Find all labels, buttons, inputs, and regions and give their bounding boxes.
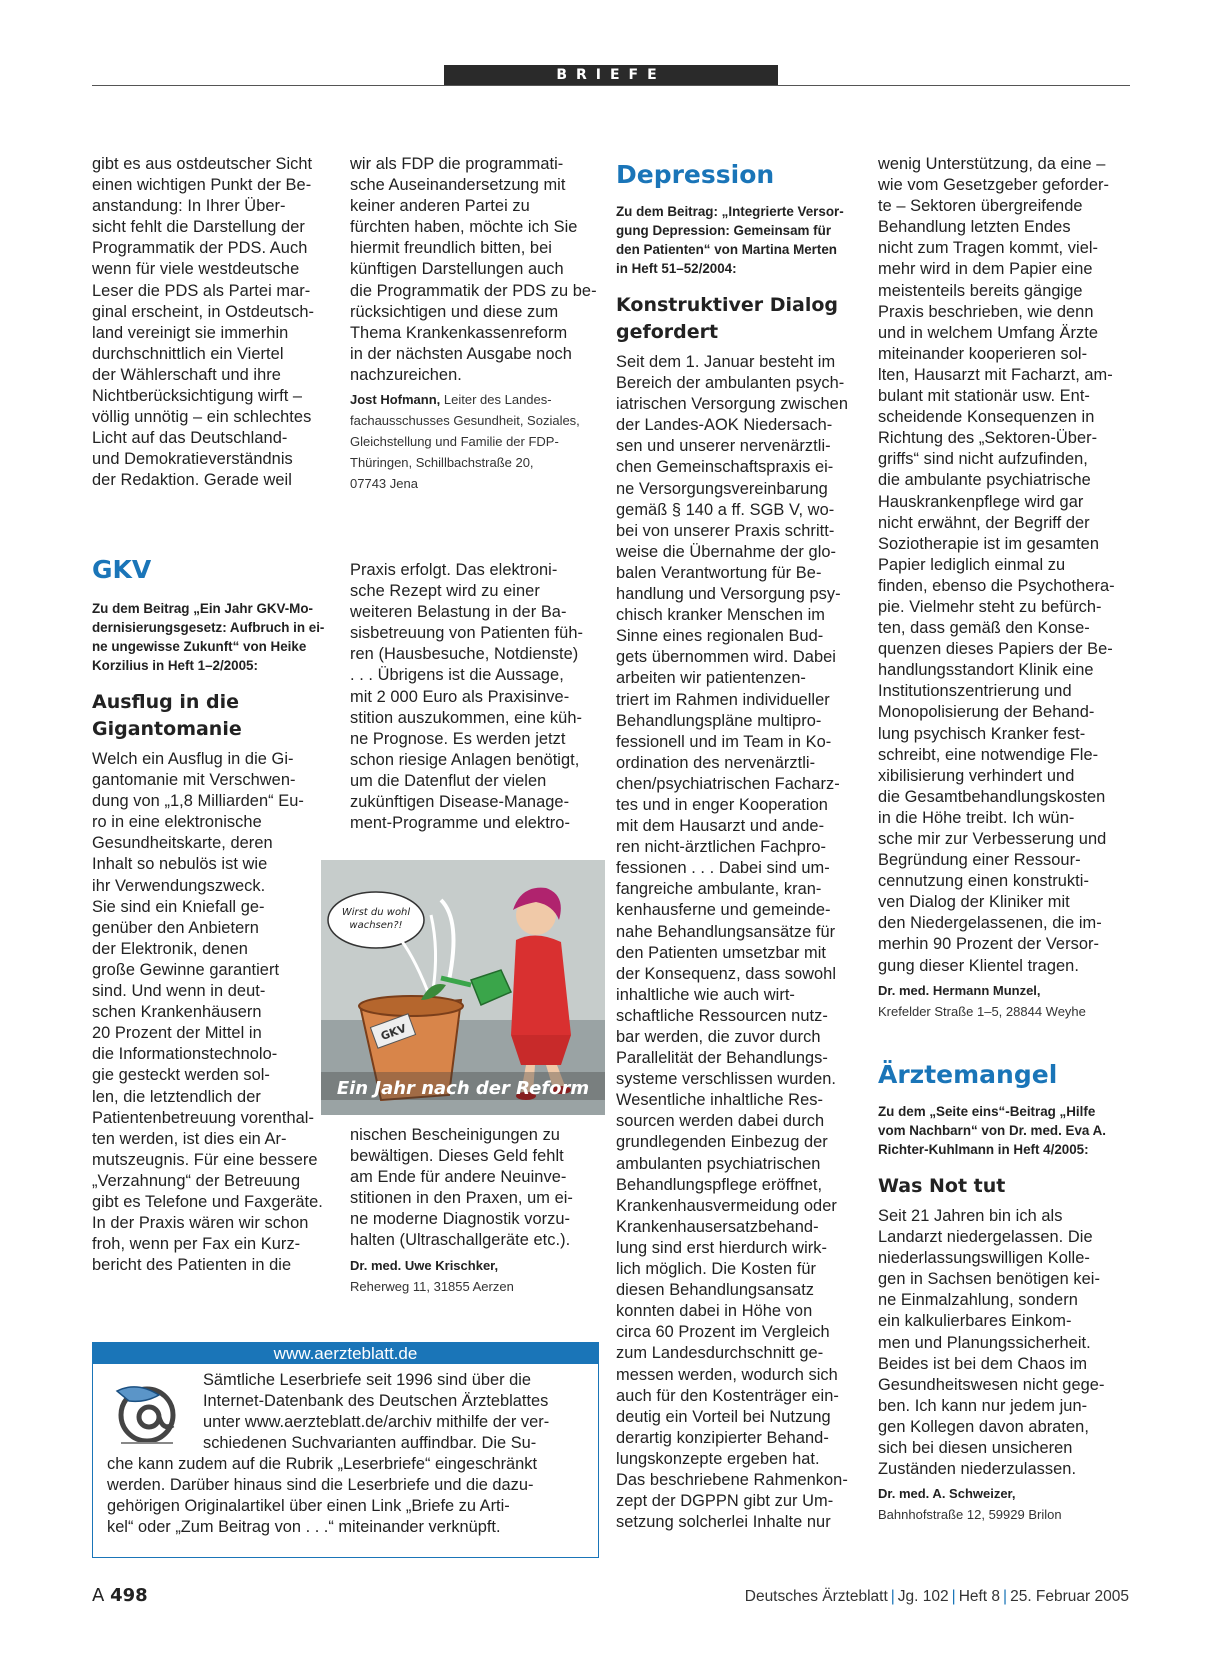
author-name: Dr. med. A. Schweizer, xyxy=(878,1486,1016,1502)
author-address: Reherweg 11, 31855 Aerzen xyxy=(350,1278,514,1294)
depression-section-col2 xyxy=(878,154,1133,1022)
letter-body-end: nischen Bescheinigungen zu bewältigen. Dieses Geld fehlt am Ende für andere Neuinve- stitionen in den Praxen, um ei- ne moderne Diagnostik vorzu- halten (Ultraschallgeräte etc.). xyxy=(350,1126,573,1250)
gkv-section-col2 xyxy=(350,560,602,834)
page-prefix: A xyxy=(92,1585,105,1606)
header-rule xyxy=(92,85,1130,86)
publication-info: Deutsches Ärzteblatt | Jg. 102 | Heft 8 | 25. Februar 2005 xyxy=(744,1588,1129,1605)
letter-body: Seit dem 1. Januar besteht im Bereich der ambulanten psych- iatrischen Versorgung zwischen der Landes-AOK Niedersach- sen und unserer nervenärztli- chen Gemeinschaftspraxis ei- ne Versorgungsvereinbarung gemäß § 140 a ff. SGB V, wo- bei von unserer Praxis schritt- weise die Übernahme der glo- balen Verantwortung für Be- handlung und Versorgung psy- chisch kranker Menschen im Sinne eines regionalen Bud- gets übernommen wird. Dabei arbeiten wir patientenzen- triert im Rahmen individueller Behandlungspläne multipro- fessionell und im Team in Ko- ordination des nervenärztli- chen/psychiatrischen Facharz- tes und in enger Kooperation mit dem Hausarzt und ande- ren nicht-ärztlichen Fachpro- fessionen . . . Dabei sind um- fangreiche ambulante, kran- kenhausferne und gemeinde- nahe Behandlungsansätze für den Patienten umsetzbar mit der Konsequenz, dass sowohl inhaltliche wie auch wirt- schaftliche Ressourcen nutz- bar werden, die zuvor durch Parallelität der Behandlungs- systeme verschlissen wurden. Wesentliche inhaltliche Res- sourcen werden dabei durch grundlegenden Einbezug der ambulanten psychiatrischen Behandlungspflege eröffnet, Krankenhausvermeidung oder Krankenhausersatzbehand- lung sind erst hierdurch wirk- lich möglich. Die Kosten für diesen Behandlungsansatz konnten dabei in Höhe von circa 60 Prozent im Vergleich zum Landesdurchschnitt ge- messen werden, wodurch sich auch für den Kostenträger ein- deutig ein Vorteil bei Nutzung derartig konzipierter Behand- lungskonzepte ergeben hat. Das beschriebene Rahmenkon- zept der DGPPN gibt zur Um- setzung solcherlei Inhalte nur xyxy=(616,353,849,1532)
info-box-title: www.aerzteblatt.de xyxy=(93,1343,598,1364)
journal-volume: Jg. 102 xyxy=(897,1588,949,1605)
aerzteblatt-info-box xyxy=(92,1342,599,1558)
section-title-gkv: GKV xyxy=(92,555,152,584)
author-name: Jost Hofmann, xyxy=(350,392,441,408)
letter-headline: Ausflug in die Gigantomanie xyxy=(92,691,242,740)
author-name: Dr. med. Hermann Munzel, xyxy=(878,982,1041,998)
letter-body: Welch ein Ausflug in die Gi- gantomanie mit Verschwen- dung von „1,8 Milliarden“ Eu- ro in eine elektronische Gesundheitskarte, deren Inhalt so nebulös ist wie ihr Verwendungszweck. Sie sind ein Kniefall ge- genüber den Anbietern der Elektronik, denen große Gewinne garantiert sind. Und wenn in deut- schen Krankenhäusern 20 Prozent der Mittel in die Informationstechnolo- gie gesteckt werden sol- len, die letztendlich der Patientenbetreuung vorenthal- ten werden, ist dies ein Ar- mutszeugnis. Für eine bessere „Verzahnung“ der Betreuung gibt es Telefone und Faxgeräte. In der Praxis wären wir schon froh, wenn per Fax ein Kurz- bericht des Patienten in die xyxy=(92,750,323,1275)
at-sign-quill-icon xyxy=(107,1373,187,1453)
cartoon-illustration xyxy=(321,860,605,1115)
svg-text:GKV: GKV xyxy=(379,1021,408,1043)
author-address: Krefelder Straße 1–5, 28844 Weyhe xyxy=(878,1003,1086,1019)
author-block-krischker xyxy=(350,1255,602,1297)
section-label: BRIEFE xyxy=(556,67,666,83)
author-name: Dr. med. Uwe Krischker, xyxy=(350,1257,499,1273)
letter-body-cont: Praxis erfolgt. Das elektroni- sche Rezept wird zu einer weiteren Belastung in der Ba- sisbetreuung von Patienten füh- ren (Hausbesuche, Notdienste) . . . Übrigens ist die Aussage, mit 2 000 Euro als Praxisinve- stition auszukommen, eine küh- ne Prognose. Es werden jetzt schon riesige Anlagen benötigt, um die Datenflut der vielen zukünftigen Disease-Manage- ment-Programme und elektro- xyxy=(350,561,583,833)
letter-continuation-text: gibt es aus ostdeutscher Sicht einen wichtigen Punkt der Be- anstandung: In Ihrer Über- sicht fehlt die Darstellung der Programmatik der PDS. Auch wenn für viele westdeutsche Leser die PDS als Partei mar- ginal erscheint, in Ostdeutsch- land vereinigt sie immerhin durchschnittlich ein Viertel der Wählerschaft und ihre Nichtberücksichtigung wirft – völlig unnötig – ein schlechtes Licht auf das Deutschland- und Demokratieverständnis der Redaktion. Gerade weil xyxy=(92,155,315,490)
gkv-section-col2-end xyxy=(350,1125,602,1297)
info-box-text-1: Sämtliche Leserbriefe seit 1996 sind über die Internet-Datenbank des Deutschen Ärzteblattes unter www.aerzteblatt.de/archiv mithilfe der ver- schiedenen Suchvarianten auffindbar. Die Su- xyxy=(203,1371,550,1452)
journal-name: Deutsches Ärzteblatt xyxy=(744,1588,888,1605)
article-reference: Zu dem Beitrag: „Integrierte Versor- gung Depression: Gemeinsam für den Patienten“ von Martina Merten in Heft 51–52/2004: xyxy=(616,204,844,276)
depression-section xyxy=(616,160,874,1533)
journal-date: 25. Februar 2005 xyxy=(1010,1588,1129,1605)
article-reference: Zu dem Beitrag „Ein Jahr GKV-Mo- dernisierungsgesetz: Aufbruch in ei- ne ungewisse Zukunft“ von Heike Korzilius in Heft 1–2/2005: xyxy=(92,601,325,673)
col1-continuation xyxy=(92,154,332,492)
journal-issue: Heft 8 xyxy=(958,1588,1001,1605)
page-number xyxy=(92,1585,148,1606)
section-title-depression: Depression xyxy=(616,160,775,189)
letter-body: Seit 21 Jahren bin ich als Landarzt niedergelassen. Die niederlassungswilligen Kolle- gen in Sachsen benötigen kei- ne Einmalzahlung, sondern ein kalkulierbares Einkom- men und Planungssicherheit. Beides ist bei dem Chaos im Gesundheitswesen nicht gege- ben. Ich kann nur jedem jun- gen Kollegen davon abraten, sich bei diesen unsicheren Zuständen niederzulassen. xyxy=(878,1207,1105,1479)
author-affiliation: Leiter des Landes- fachausschusses Gesundheit, Soziales, Gleichstellung und Familie der FDP- Thüringen, Schillbachstraße 20, 07743 Jena xyxy=(350,392,580,492)
article-reference: Zu dem „Seite eins“-Beitrag „Hilfe vom Nachbarn“ von Dr. med. Eva A. Richter-Kuhlmann in Heft 4/2005: xyxy=(878,1104,1106,1157)
col2-continuation xyxy=(350,154,602,494)
gkv-section xyxy=(92,555,337,1276)
section-title-aerztemangel: Ärztemangel xyxy=(878,1060,1058,1089)
page-number-value: 498 xyxy=(110,1585,148,1606)
cartoon-caption: Ein Jahr nach der Reform xyxy=(336,1078,590,1099)
aerztemangel-section xyxy=(878,1060,1133,1525)
letter-headline: Konstruktiver Dialog gefordert xyxy=(616,294,839,343)
info-box-text-2: che kann zudem auf die Rubrik „Leserbriefe“ eingeschränkt werden. Darüber hinaus sind die Leserbriefe und die dazu- gehörigen Originalartikel über einen Link „Briefe zu Arti- kel“ oder „Zum Beitrag von . . .“ miteinander verknüpft. xyxy=(107,1455,538,1536)
author-block-schweizer xyxy=(878,1483,1133,1525)
section-header-bar xyxy=(444,65,778,86)
author-block-munzel xyxy=(878,980,1133,1022)
author-address: Bahnhofstraße 12, 59929 Brilon xyxy=(878,1507,1062,1523)
author-block-hofmann xyxy=(350,389,602,494)
svg-text:Wirst du wohl: Wirst du wohl xyxy=(341,907,411,918)
svg-text:wachsen?!: wachsen?! xyxy=(349,920,403,931)
letter-continuation-text-2: wir als FDP die programmati- sche Auseinandersetzung mit keiner anderen Partei zu fürchten haben, möchte ich Sie hiermit freundlich bitten, bei künftigen Darstellungen auch die Programmatik der PDS zu be- rücksichtigen und diese zum Thema Krankenkassenreform in der nächsten Ausgabe noch nachzureichen. xyxy=(350,155,597,384)
letter-headline: Was Not tut xyxy=(878,1175,1006,1197)
letter-body-cont: wenig Unterstützung, da eine – wie vom Gesetzgeber geforder- te – Sektoren übergreifende Behandlung letzten Endes nicht zum Tragen kommt, viel- mehr wird in dem Papier eine meistenteils bereits gängige Praxis beschrieben, wie denn und in welchem Umfang Ärzte miteinander kooperieren sol- lten, Hausarzt mit Facharzt, am- bulant mit stationär usw. Ent- scheidende Konsequenzen in Richtung des „Sektoren-Über- griffs“ sind nicht aufzufinden, die ambulante psychiatrische Hauskrankenpflege wird gar nicht erwähnt, der Begriff der Soziotherapie ist im gesamten Papier lediglich einmal zu finden, ebenso die Psychothera- pie. Vielmehr steht zu befürch- ten, dass gemäß den Konse- quenzen dieses Papiers der Be- handlungsstandort Klinik eine Institutionszentrierung und Monopolisierung der Behand- lung psychisch Kranker fest- schreibt, eine notwendige Fle- xibilisierung verhindert und die Gesamtbehandlungskosten in die Höhe treibt. Ich wün- sche mir zur Verbesserung und Begründung einer Ressour- cennutzung einen konstrukti- ven Dialog der Kliniker mit den Niedergelassenen, die im- merhin 90 Prozent der Versor- gung dieser Klientel tragen. xyxy=(878,155,1115,975)
